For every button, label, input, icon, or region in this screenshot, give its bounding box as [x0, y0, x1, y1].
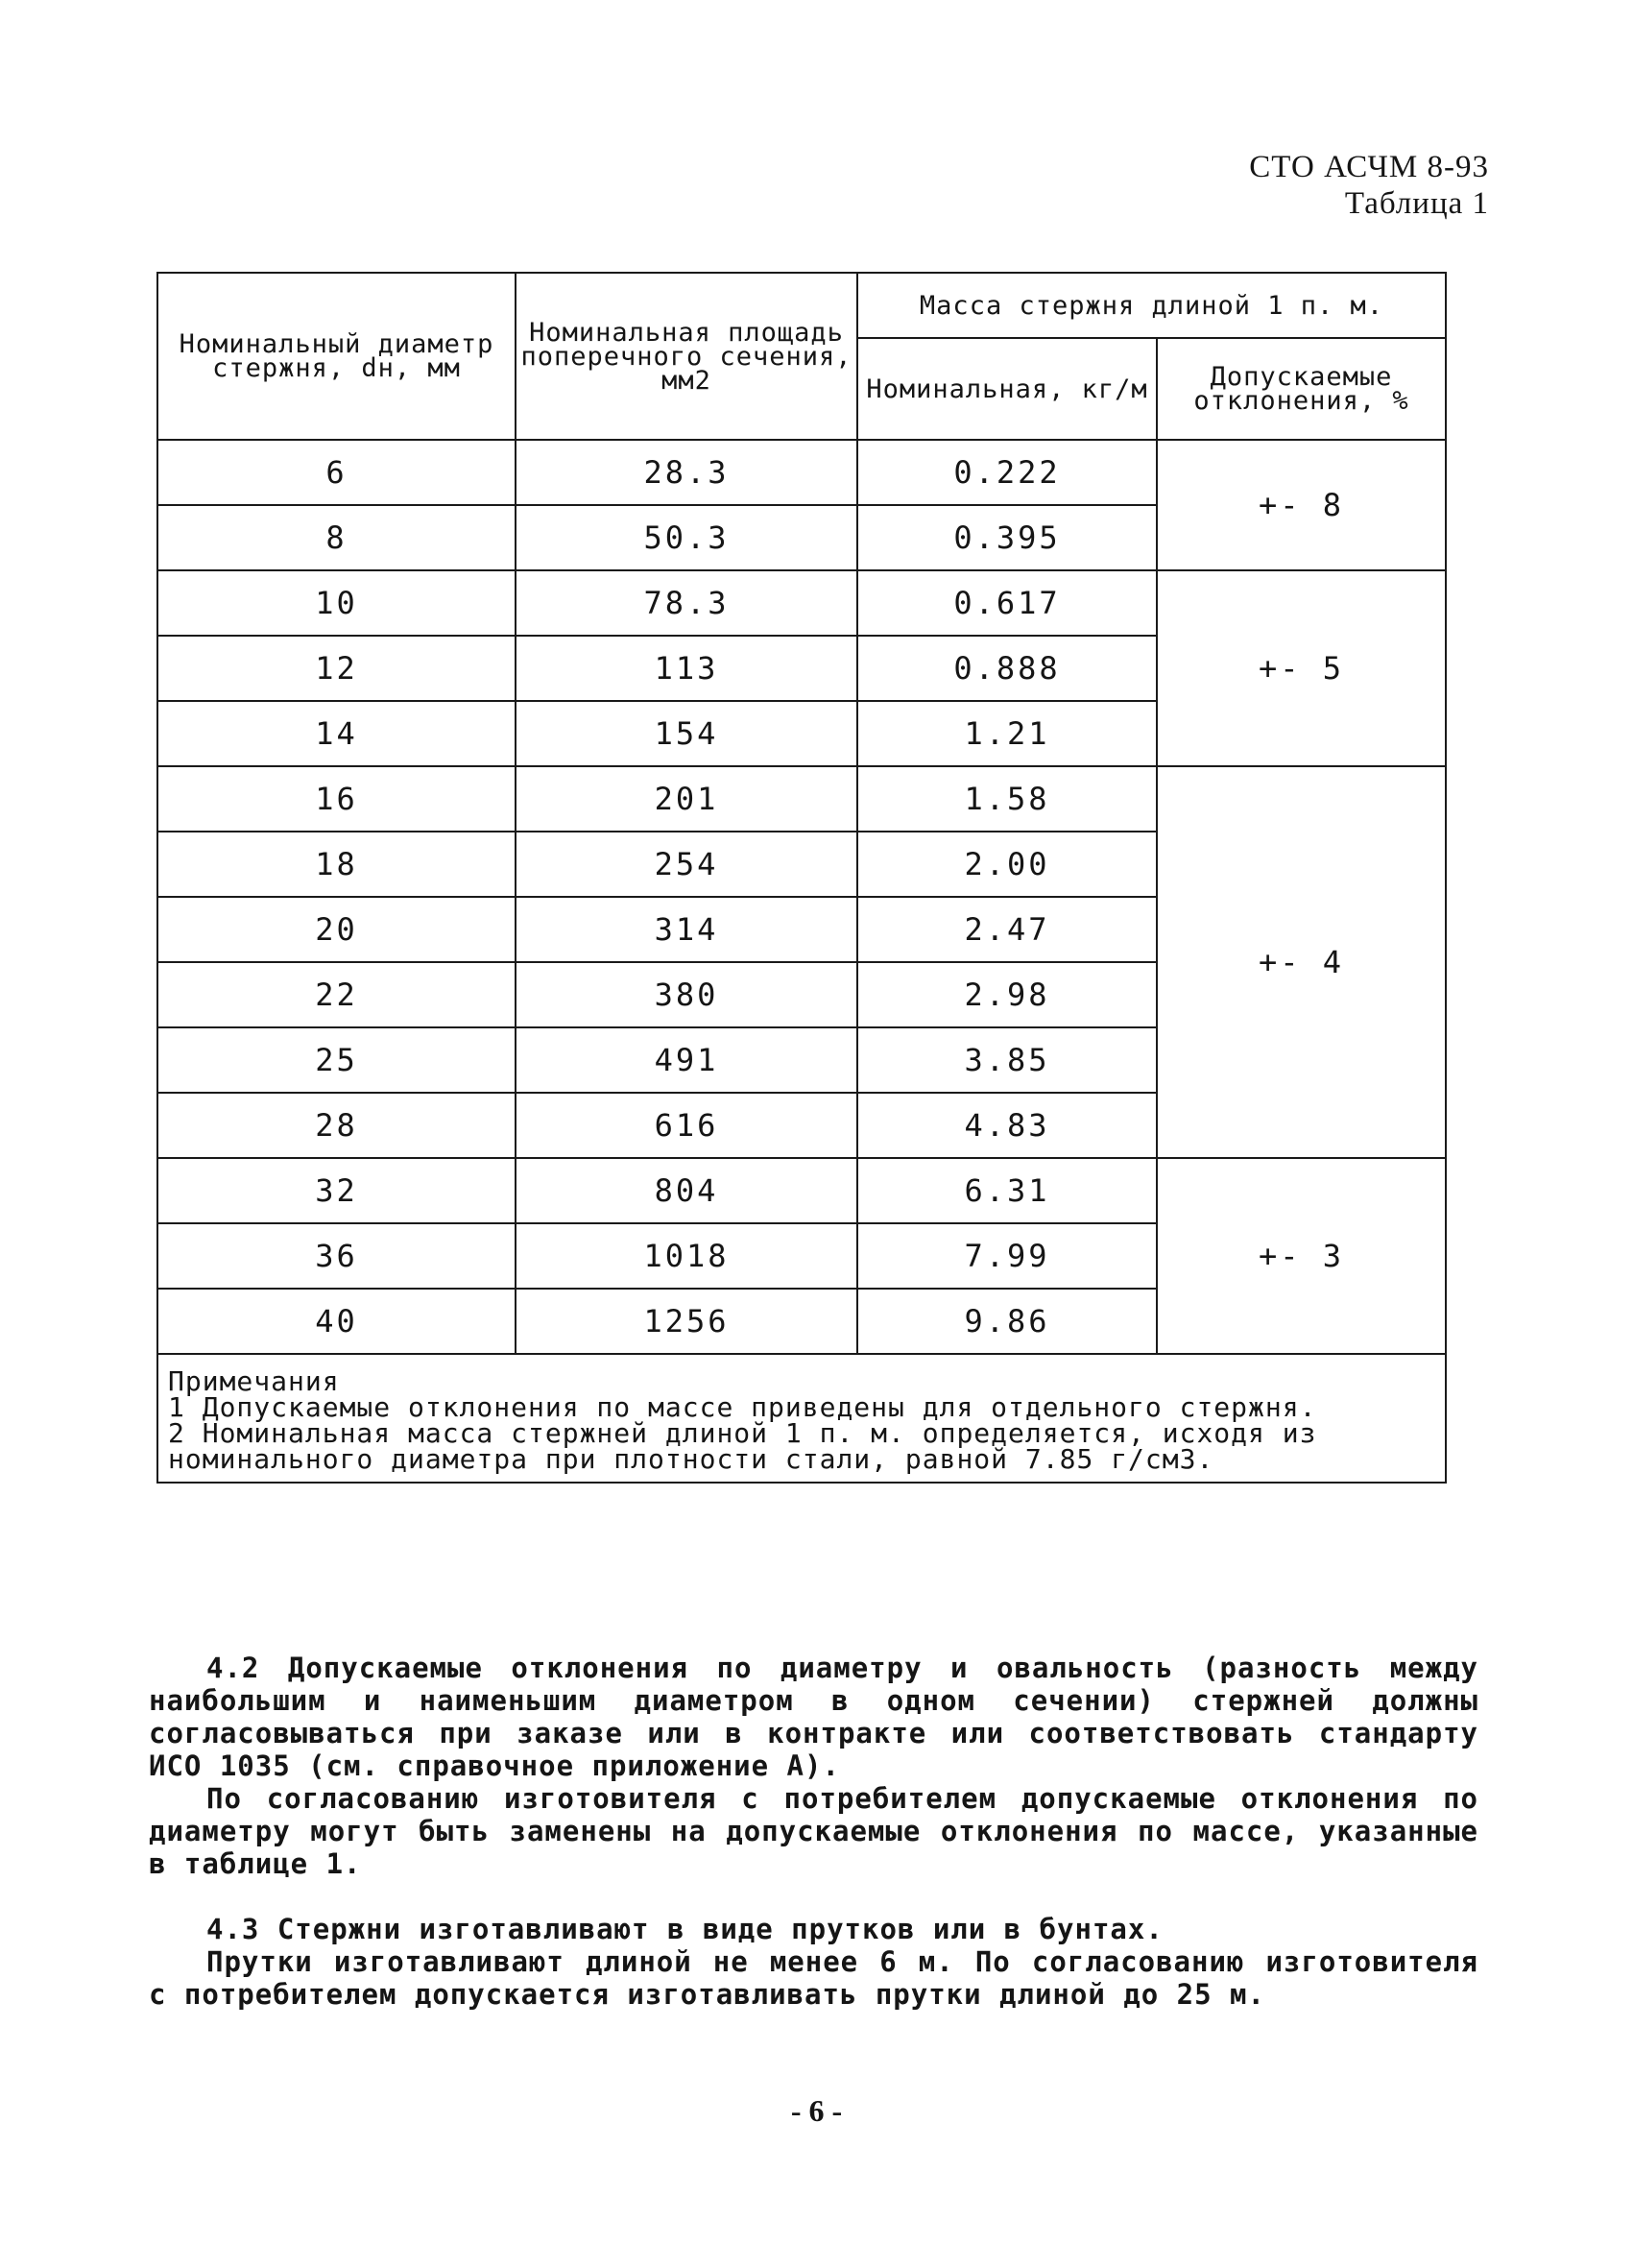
cell-area: 380	[516, 962, 857, 1027]
header-mass-group: Масса стержня длиной 1 п. м.	[857, 273, 1446, 338]
header-diameter: Номинальный диаметр стержня, dн, мм	[157, 273, 516, 440]
cell-d: 12	[157, 636, 516, 701]
cell-d: 14	[157, 701, 516, 766]
cell-mass: 0.222	[857, 440, 1157, 505]
cell-d: 8	[157, 505, 516, 570]
cell-mass: 7.99	[857, 1223, 1157, 1289]
cell-mass: 3.85	[857, 1027, 1157, 1093]
cell-area: 1256	[516, 1289, 857, 1354]
cell-mass: 2.98	[857, 962, 1157, 1027]
cell-area: 804	[516, 1158, 857, 1223]
cell-d: 40	[157, 1289, 516, 1354]
cell-area: 28.3	[516, 440, 857, 505]
cell-mass: 1.21	[857, 701, 1157, 766]
cell-mass: 0.395	[857, 505, 1157, 570]
cell-d: 16	[157, 766, 516, 832]
cell-area: 154	[516, 701, 857, 766]
header-mass-nominal: Номинальная, кг/м	[857, 338, 1157, 440]
paragraph-4-2-continued: По согласованию изготовителя с потребителем допускаемые отклонения по диаметру могут быть заменены на допускаемые отклонения по массе, указанные в таблице 1.	[149, 1782, 1478, 1880]
cell-d: 20	[157, 897, 516, 962]
cell-tolerance: +- 4	[1157, 766, 1446, 1158]
cell-area: 113	[516, 636, 857, 701]
table-label: Таблица 1	[1344, 186, 1489, 221]
cell-mass: 0.888	[857, 636, 1157, 701]
table-row	[157, 570, 1446, 636]
cell-area: 1018	[516, 1223, 857, 1289]
note-2: 2 Номинальная масса стержней длиной 1 п. м. определяется, исходя из номинального диаметра при плотности стали, равной 7.85 г/см3.	[168, 1417, 1334, 1475]
paragraph-4-2: 4.2 Допускаемые отклонения по диаметру и овальность (разность между наибольшим и наименьшим диаметром в одном сечении) стержней должны согласовываться при заказе или в контракте или соответствовать стандарту ИСО 1035 (см. справочное приложение А).	[149, 1652, 1478, 1782]
cell-mass: 2.47	[857, 897, 1157, 962]
cell-area: 254	[516, 832, 857, 897]
header-area: Номинальная площадь поперечного сечения, мм2	[516, 273, 857, 440]
document-header	[1249, 149, 1489, 222]
cell-area: 314	[516, 897, 857, 962]
cell-area: 78.3	[516, 570, 857, 636]
cell-mass: 6.31	[857, 1158, 1157, 1223]
cell-d: 28	[157, 1093, 516, 1158]
cell-d: 22	[157, 962, 516, 1027]
cell-tolerance: +- 8	[1157, 440, 1446, 570]
cell-d: 6	[157, 440, 516, 505]
body-text	[149, 1652, 1478, 2011]
cell-mass: 4.83	[857, 1093, 1157, 1158]
cell-mass: 2.00	[857, 832, 1157, 897]
document-code: СТО АСЧМ 8-93	[1249, 150, 1489, 184]
paragraph-4-3: 4.3 Стержни изготавливают в виде прутков или в бунтах.	[206, 1913, 1164, 1945]
cell-d: 10	[157, 570, 516, 636]
cell-mass: 9.86	[857, 1289, 1157, 1354]
cell-area: 491	[516, 1027, 857, 1093]
cell-d: 25	[157, 1027, 516, 1093]
note-1: 1 Допускаемые отклонения по массе приведены для отдельного стержня.	[168, 1391, 1317, 1423]
cell-d: 18	[157, 832, 516, 897]
rebar-mass-table	[156, 272, 1447, 1484]
cell-d: 32	[157, 1158, 516, 1223]
page-number: - 6 -	[790, 2093, 843, 2128]
cell-d: 36	[157, 1223, 516, 1289]
cell-tolerance: +- 5	[1157, 570, 1446, 766]
cell-area: 50.3	[516, 505, 857, 570]
header-tolerance: Допускаемые отклонения, %	[1157, 338, 1446, 440]
table-row	[157, 440, 1446, 505]
table-notes	[157, 1354, 1446, 1483]
cell-mass: 1.58	[857, 766, 1157, 832]
cell-mass: 0.617	[857, 570, 1157, 636]
cell-tolerance: +- 3	[1157, 1158, 1446, 1354]
notes-title: Примечания	[168, 1365, 340, 1397]
cell-area: 201	[516, 766, 857, 832]
cell-area: 616	[516, 1093, 857, 1158]
paragraph-4-3-continued: Прутки изготавливают длиной не менее 6 м. По согласованию изготовителя с потребителем допускается изготавливать прутки длиной до 25 м.	[149, 1945, 1478, 2011]
table-row	[157, 1158, 1446, 1223]
table-row	[157, 766, 1446, 832]
